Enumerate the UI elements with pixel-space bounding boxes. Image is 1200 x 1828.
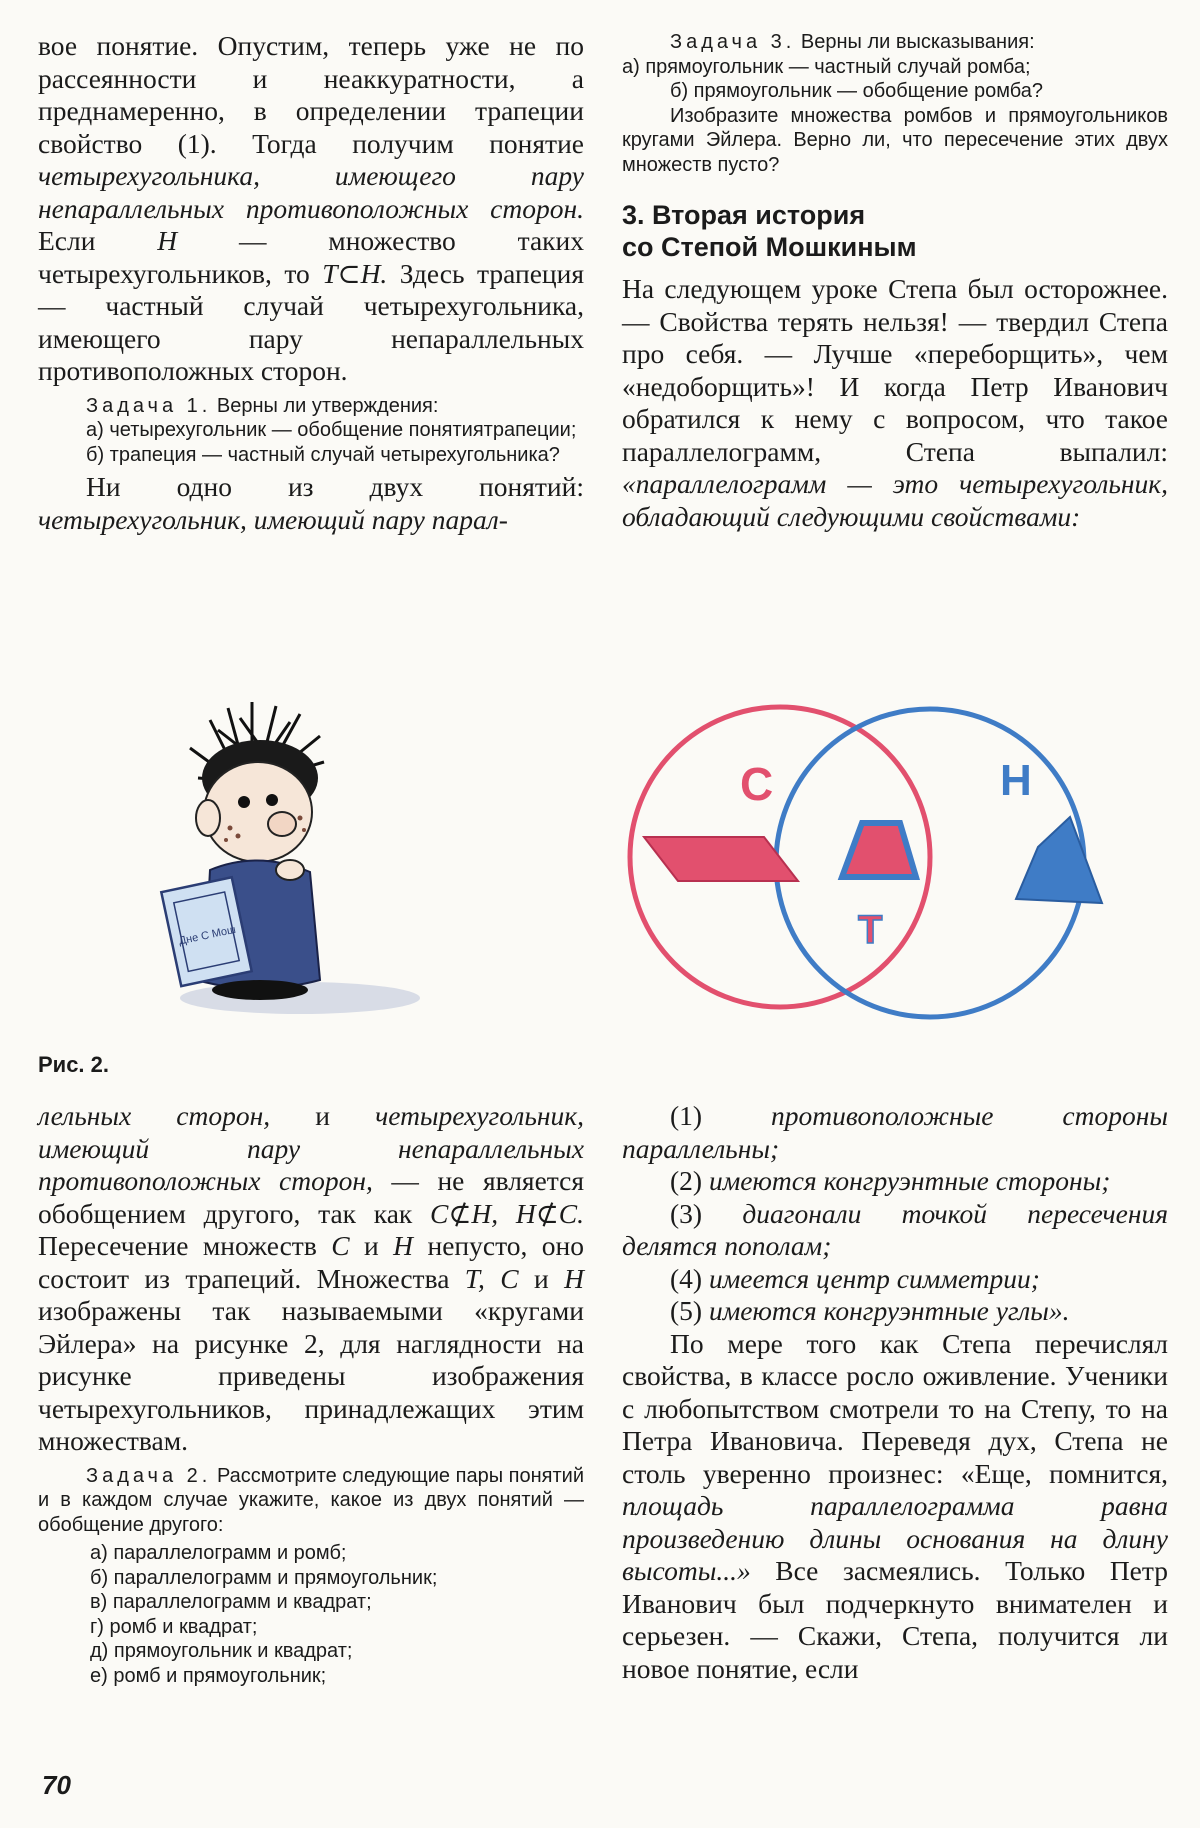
euler-diagram [600,695,1170,1025]
text-run: Все засмеялись. Только Петр Иванович был подчеркнуто внимателен и серьезен. — Скажи, Степа, получится ли новое понятие, если [622,1555,1168,1684]
task-3-option-b: б) прямоугольник — обобщение ромба? [670,80,1044,102]
task-3-question [622,30,1168,55]
task-1 [38,394,584,468]
paragraph-stepa-story [622,273,1168,533]
text-run: Пересечение множеств [38,1230,332,1261]
task-3-option-a: а) прямоугольник — частный случай ромба; [622,55,1031,78]
task-2-item: б) параллелограмм и прямоугольник; [90,1566,438,1589]
trapezoid-shape [842,823,916,877]
text-run: и [349,1230,394,1261]
text-run: По мере того как Степа перечислял свойства, в классе росло оживление. Ученики с любопытством смотрели то на Степу, то на Петра Ивановича. Переведя дух, Степа не столь уверенно произнес: «Еще, помнится, [622,1327,1168,1489]
figure-caption: Рис. 2. [38,1052,110,1077]
ear [196,800,220,836]
text-run: вое понятие. Опустим, теперь уже не по рассеянности и неаккуратности, а преднамеренно, в определении трапеции свойство (1). Тогда получим понятие [38,30,584,159]
property-item [622,1100,1168,1165]
left-column-bottom [38,1100,584,1688]
task-2-item: д) прямоугольник и квадрат; [90,1640,353,1662]
task-3 [622,30,1168,177]
boy-illustration [140,700,440,1020]
task-2-item: е) ромб и прямоугольник; [90,1664,327,1687]
property-text: противоположные стороны параллельны; [622,1100,1168,1164]
property-item [622,1295,1168,1328]
text-run-italic: четырехугольник, имеющий пару парал- [38,503,508,535]
property-item [622,1198,1168,1263]
section-title-line-1: 3. Вторая история [622,200,866,230]
property-text: имеются конгруэнтные углы». [708,1295,1070,1326]
task-1-heading: Задача 1. [86,394,212,417]
text-run-italic: «параллелограмм — это четырехугольник, обладающий следующими свойствами: [622,468,1168,532]
text-run: Если [38,225,158,256]
math-expression: C⊄H, H⊄C. [430,1197,584,1229]
math-symbol: T, C [464,1262,519,1294]
task-2-heading: Задача 2. [86,1464,212,1487]
left-column-top [38,30,584,536]
page-number: 70 [42,1770,71,1800]
text-run: — не является обобщением другого, так как [38,1165,584,1229]
task-2-item: а) параллелограмм и ромб; [90,1542,347,1564]
property-list [622,1100,1168,1328]
right-column-bottom [622,1100,1168,1685]
task-2-item: в) параллелограмм и квадрат; [90,1591,372,1613]
math-symbol: H [393,1230,414,1261]
task-2-item: г) ромб и квадрат; [90,1615,258,1638]
property-text: имеется центр симметрии; [708,1262,1040,1294]
right-column-top [622,30,1168,533]
quadrilateral-shape [1016,817,1102,903]
text-run: Здесь трапеция — частный случай четырехугольника, имеющего пару непараллельных противоположных сторон. [38,257,584,386]
hand [276,860,304,880]
property-number: (2) [670,1165,709,1196]
task-2-question [38,1464,584,1538]
property-number: (4) [670,1262,709,1294]
eye-left [238,796,250,808]
text-run: непусто, оно состоит из трапеций. Множества [38,1230,585,1294]
section-title-line-2: со Степой Мошкиным [622,232,917,262]
task-2 [38,1464,584,1689]
property-text: имеются конгруэнтные стороны; [708,1165,1111,1196]
text-run: Ни одно из двух понятий: [86,471,584,502]
paragraph-neither-concept [38,471,584,536]
paragraph-trapezoid-definition [38,30,584,388]
label-c: С [740,758,774,810]
text-run-italic: четырехугольник, имеющий пару непараллельных противоположных сторон, [38,1100,584,1196]
text-run-italic: площадь параллелограмма равна произведению длины основания на длину высоты...» [622,1490,1168,1586]
task-1-option-b: б) трапеция — частный случай четырехугольника? [86,443,560,466]
task-3-heading: Задача 3. [670,31,796,53]
label-h: Н [1000,756,1032,805]
text-run-italic: четырехугольника, имеющего пару непараллельных противоположных сторон. [38,160,584,224]
task-1-question [38,394,584,419]
text-run-italic: лельных сторон, [38,1100,271,1131]
math-expression: T⊂H. [322,257,388,289]
text-run: — множество таких четырехугольников, то [38,225,584,289]
property-item [622,1165,1168,1198]
paragraph-euler-circles [38,1100,584,1458]
text-run: На следующем уроке Степа был осторожнее. — Свойства терять нельзя! — твердил Степа про себя. — Лучше «переборщить», чем «недоборщить»! И когда Петр Иванович обратился к нему с вопросом, что такое параллелограмм, Степа выпалил: [622,273,1168,467]
task-1-option-a: а) четырехугольник — обобщение понятиятрапеции; [86,419,577,441]
text-run: изображены так называемыми «кругами Эйлера» на рисунке 2, для наглядности на рисунке приведены изображения четырехугольников, принадлежащих этим множествам. [38,1295,584,1456]
label-t: Т [858,908,883,952]
task-3-instruction: Изобразите множества ромбов и прямоугольников кругами Эйлера. Верно ли, что пересечение этих двух множеств пусто? [622,104,1168,176]
task-3-prompt: Верны ли высказывания: [795,31,1035,53]
math-symbol: H [157,225,178,256]
task-1-prompt: Верны ли утверждения: [211,394,439,417]
text-run: и [518,1262,565,1294]
eye-right [266,794,278,806]
book-label: Дне С Мош [177,923,237,948]
shoes [212,980,308,1000]
section-title [622,199,1168,263]
property-number: (1) [670,1100,772,1131]
property-number: (3) [670,1197,743,1229]
nose [268,812,296,836]
math-symbol: C [331,1230,350,1261]
paragraph-class-reaction [622,1328,1168,1686]
text-run: и [270,1100,376,1131]
property-number: (5) [670,1295,709,1326]
property-item [622,1263,1168,1296]
task-2-prompt: Рассмотрите следующие пары понятий и в каждом случае укажите, какое из двух понятий — обобщение другого: [38,1464,585,1536]
property-text: диагонали точкой пересечения делятся пополам; [622,1197,1168,1261]
math-symbol: H [564,1262,585,1294]
